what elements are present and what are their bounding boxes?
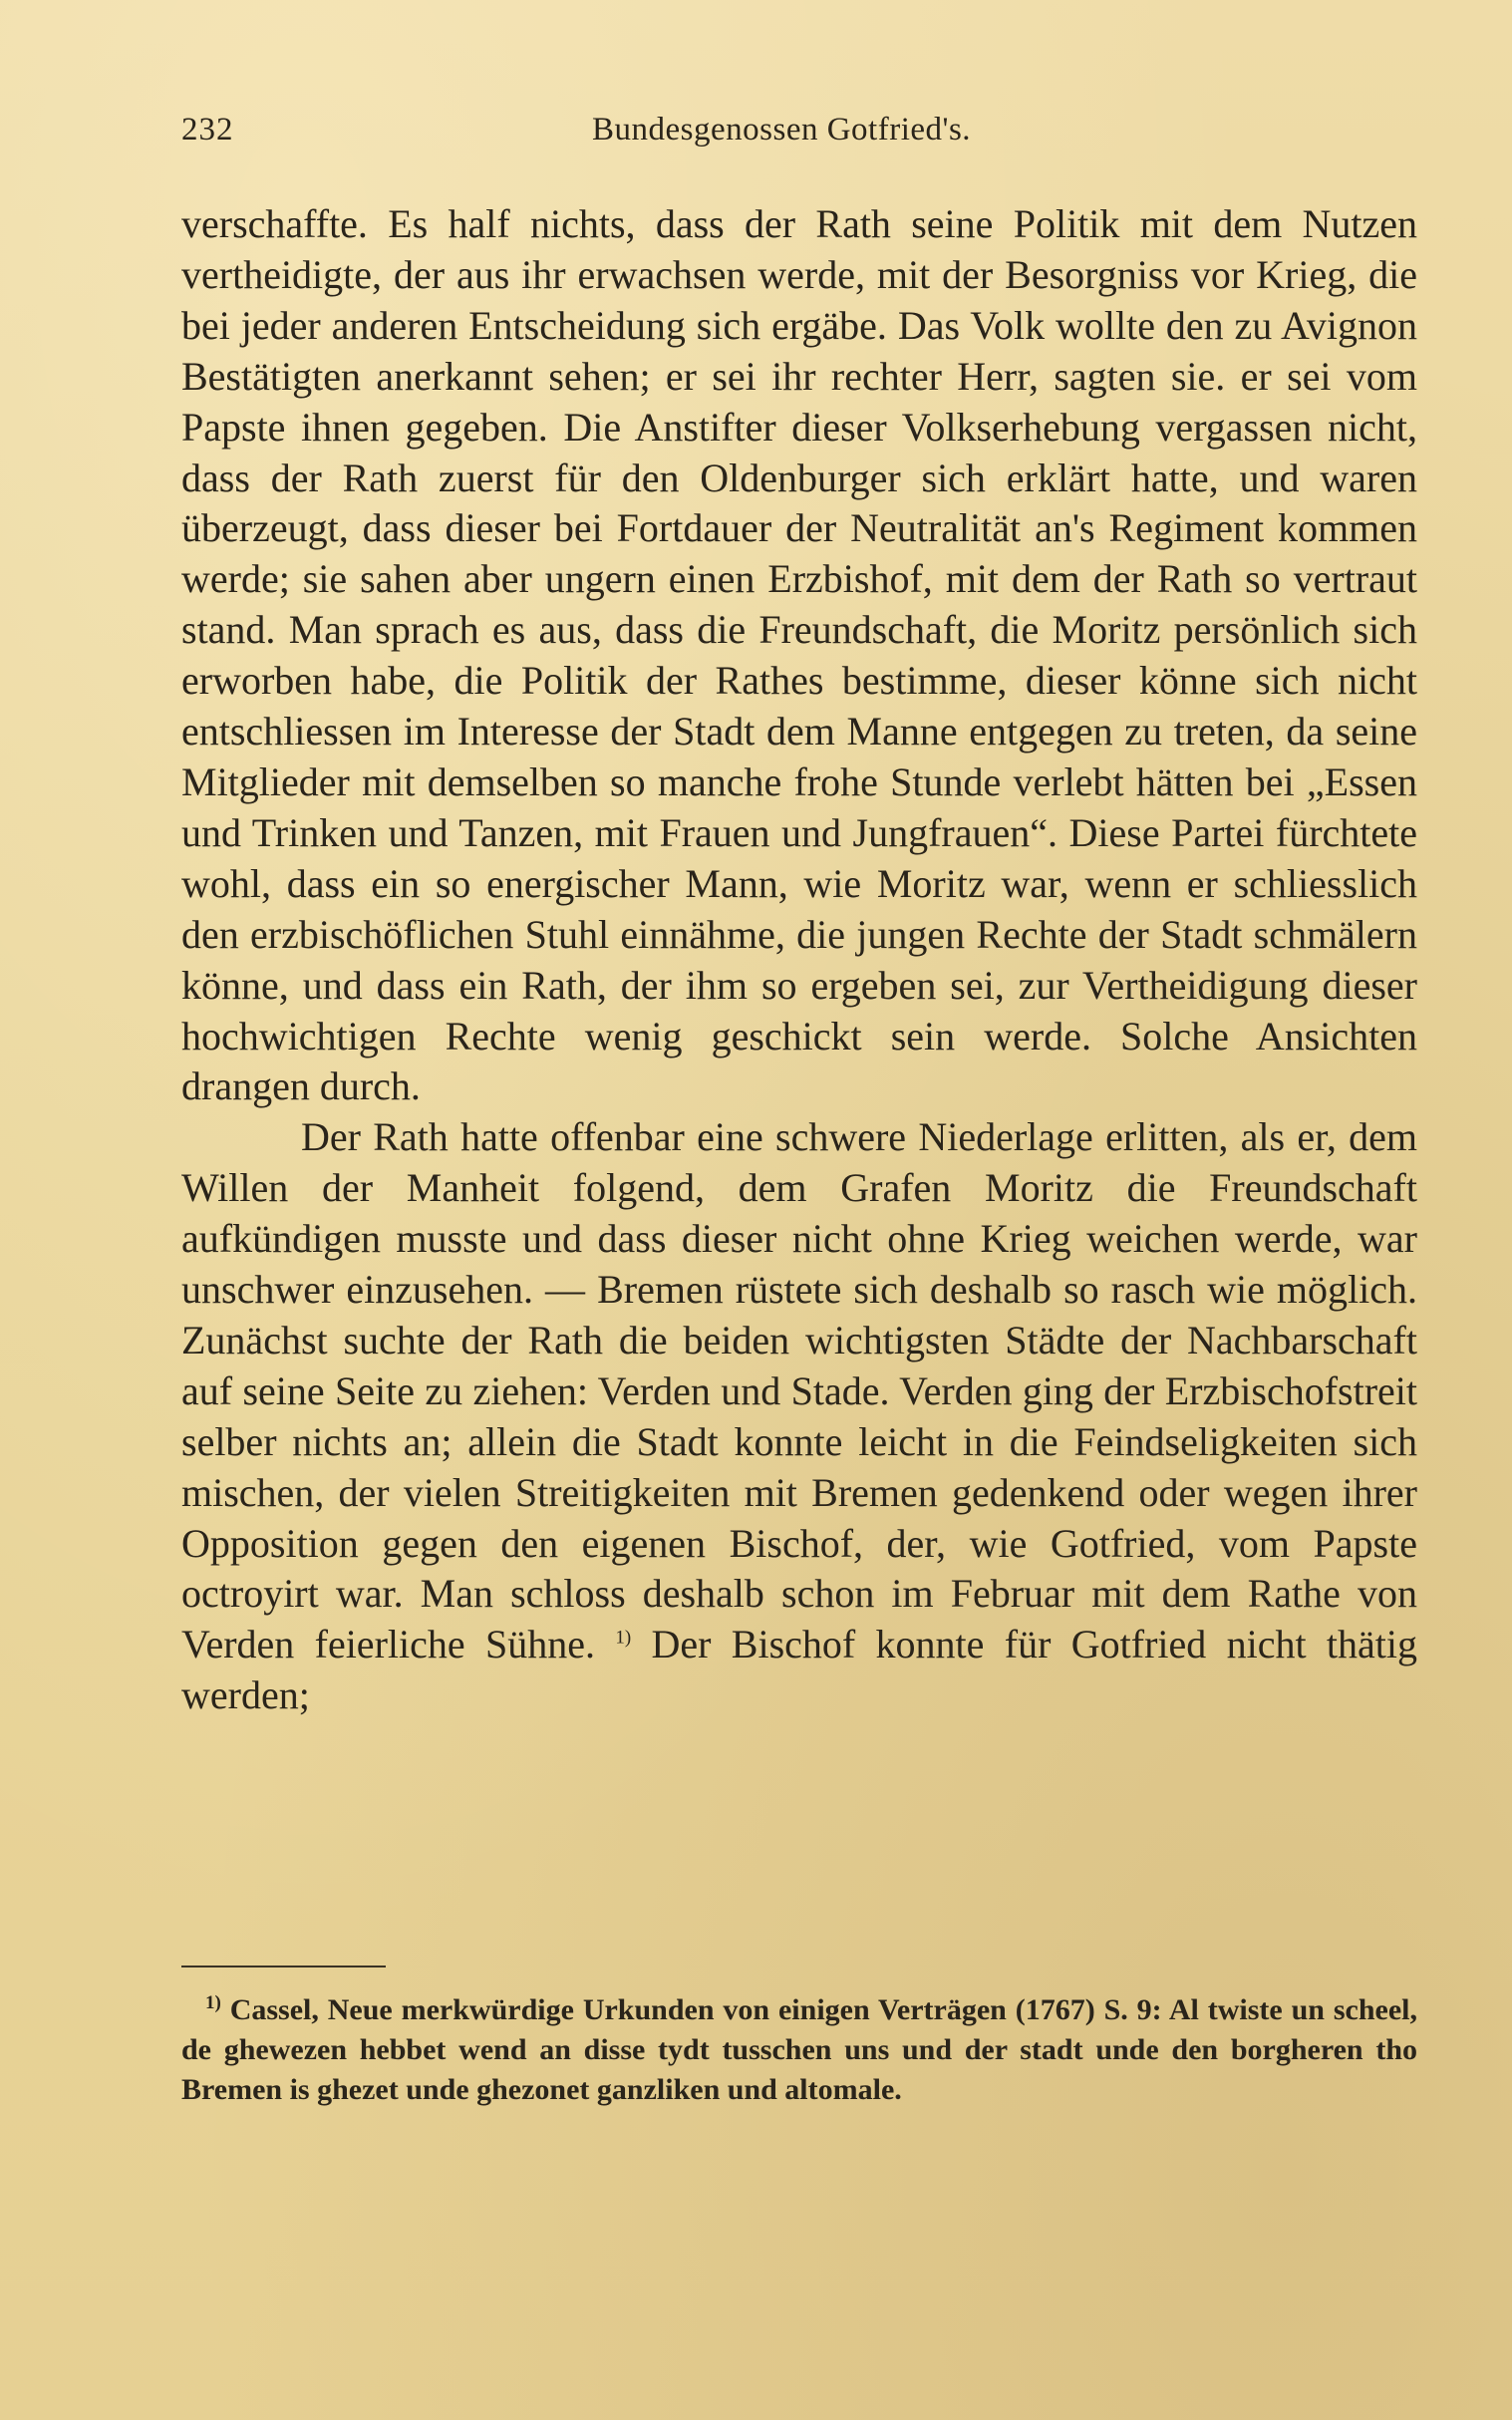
paragraph-text: Der Rath hatte offenbar eine schwere Niederlage erlitten, als er, dem Willen der Manheit folgend, dem Grafen Moritz die Freundschaft aufkündigen musste und dass dieser nicht ohne Krieg weichen werde, war unschwer einzusehen. — Bremen rüstete sich deshalb so rasch wie möglich. Zunächst suchte der Rath die beiden wichtigsten Städte der Nachbarschaft auf seine Seite zu ziehen: Verden und Stade. Verden ging der Erzbischofstreit selber nichts an; allein die Stadt konnte leicht in die Feindseligkeiten sich mischen, der vielen Streitigkeiten mit Bremen gedenkend oder wegen ihrer Opposition gegen den eigenen Bischof, der, wie Gotfried, vom Papste octroyirt war. Man schloss deshalb schon im Februar mit dem Rathe von Verden feierliche Sühne.	[181, 1114, 1417, 1667]
footnote-block	[181, 1990, 1417, 2110]
running-title: Bundesgenossen Gotfried's.	[592, 112, 972, 148]
page-number: 232	[181, 112, 234, 148]
footnote-marker: 1)	[205, 1992, 221, 2013]
footnote-divider	[181, 1966, 386, 1967]
paragraph	[181, 1112, 1417, 1721]
footnote	[181, 1990, 1417, 2110]
footnote-text: Cassel, Neue merkwürdige Urkunden von einigen Verträgen (1767) S. 9: Al twiste un scheel, de ghewezen hebbet wend an disse tydt tusschen uns und der stadt unde den borgheren tho Bremen is ghezet unde ghezonet ganzliken und altomale.	[181, 1993, 1418, 2106]
paragraph-continuation: Der Bischof konnte für Gotfried nicht thätig werden;	[181, 1622, 1418, 1718]
footnote-reference: 1)	[615, 1628, 632, 1650]
paragraph: verschaffte. Es half nichts, dass der Rath seine Politik mit dem Nutzen vertheidigte, der aus ihr erwachsen werde, mit der Besorgniss vor Krieg, die bei jeder anderen Entscheidung sich ergäbe. Das Volk wollte den zu Avignon Bestätigten anerkannt sehen; er sei ihr rechter Herr, sagten sie. er sei vom Papste ihnen gegeben. Die Anstifter dieser Volkserhebung vergassen nicht, dass der Rath zuerst für den Oldenburger sich erklärt hatte, und waren überzeugt, dass dieser bei Fortdauer der Neutralität an's Regiment kommen werde; sie sahen aber ungern einen Erzbishof, mit dem der Rath so vertraut stand. Man sprach es aus, dass die Freundschaft, die Moritz persönlich sich erworben habe, die Politik der Rathes bestimme, dieser könne sich nicht entschliessen im Interesse der Stadt dem Manne entgegen zu treten, da seine Mitglieder mit demselben so manche frohe Stunde verlebt hätten bei „Essen und Trinken und Tanzen, mit Frauen und Jungfrauen“. Diese Partei fürchtete wohl, dass ein so energischer Mann, wie Moritz war, wenn er schliesslich den erzbischöflichen Stuhl einnähme, die jungen Rechte der Stadt schmälern könne, und dass ein Rath, der ihm so ergeben sei, zur Vertheidigung dieser hochwichtigen Rechte wenig geschickt sein werde. Solche Ansichten drangen durch.	[181, 201, 1417, 1109]
main-text	[181, 199, 1417, 1721]
running-header	[181, 112, 1417, 171]
